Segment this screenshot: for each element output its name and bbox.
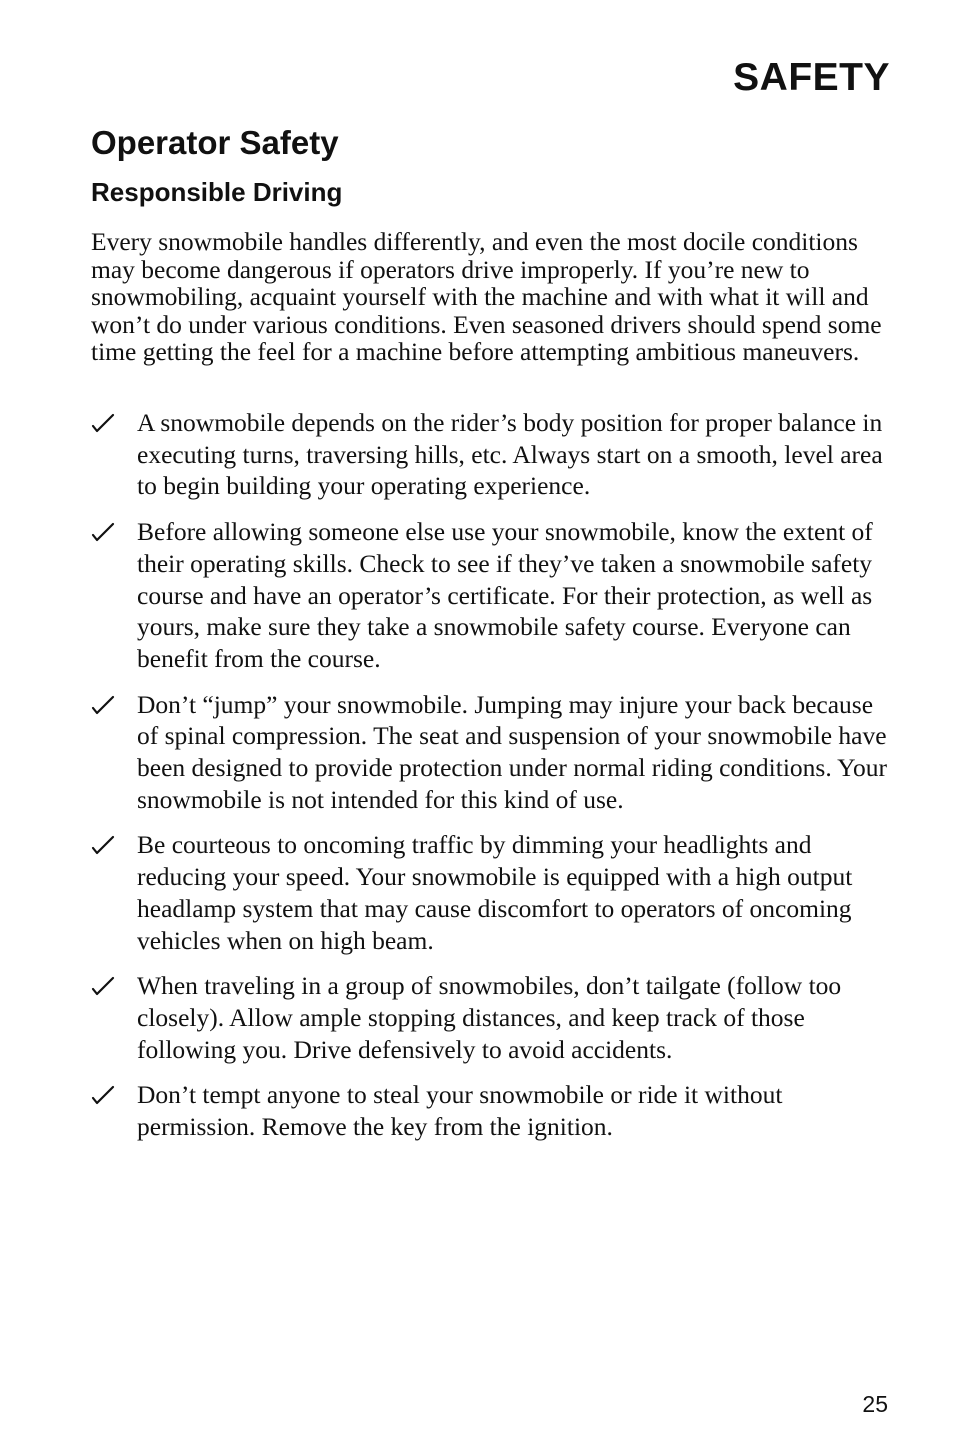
check-mark-icon [91, 413, 115, 433]
bullet-text: When traveling in a group of snowmobiles, don’t tailgate (follow too closely). Allow ample stopping distances, and keep track of those following you. Drive defensively to avoid accidents. [137, 971, 842, 1064]
list-item [91, 516, 891, 675]
list-item [91, 689, 891, 816]
check-mark-icon [91, 695, 115, 715]
section-title: SAFETY [733, 56, 890, 99]
subheading: Responsible Driving [91, 177, 343, 207]
check-mark-icon [91, 522, 115, 542]
bullet-text: Don’t “jump” your snowmobile. Jumping may injure your back because of spinal compression. The seat and suspension of your snowmobile have been designed to provide protection under normal riding conditions. Your snowmobile is not intended for this kind of use. [137, 689, 887, 814]
check-mark-icon [91, 976, 115, 996]
intro-paragraph: Every snowmobile handles differently, and even the most docile conditions may become dangerous if operators drive improperly. If you’re new to snowmobiling, acquaint yourself with the machine and with what it will and won’t do under various conditions. Even seasoned drivers should spend some time getting the feel for a machine before attempting ambitious maneuvers. [91, 227, 882, 367]
bullet-text: Don’t tempt anyone to steal your snowmobile or ride it without permission. Remove the key from the ignition. [137, 1080, 783, 1142]
page-number: 25 [862, 1391, 888, 1417]
page-heading: Operator Safety [91, 124, 339, 161]
list-item [91, 970, 891, 1065]
safety-bullet-list [91, 407, 891, 1157]
list-item [91, 1079, 891, 1142]
check-mark-icon [91, 835, 115, 855]
check-mark-icon [91, 1085, 115, 1105]
bullet-text: Be courteous to oncoming traffic by dimming your headlights and reducing your speed. Your snowmobile is equipped with a high output headlamp system that may cause discomfort to operators of oncoming vehicles when on high beam. [137, 830, 853, 955]
list-item [91, 829, 891, 956]
bullet-text: Before allowing someone else use your snowmobile, know the extent of their operating skills. Check to see if they’ve taken a snowmobile safety course and have an operator’s certificate. For their protection, as well as yours, make sure they take a snowmobile safety course. Everyone can benefit from the course. [137, 517, 873, 673]
list-item [91, 407, 891, 502]
bullet-text: A snowmobile depends on the rider’s body position for proper balance in executing turns, traversing hills, etc. Always start on a smooth, level area to begin building your operating experience. [137, 408, 883, 501]
